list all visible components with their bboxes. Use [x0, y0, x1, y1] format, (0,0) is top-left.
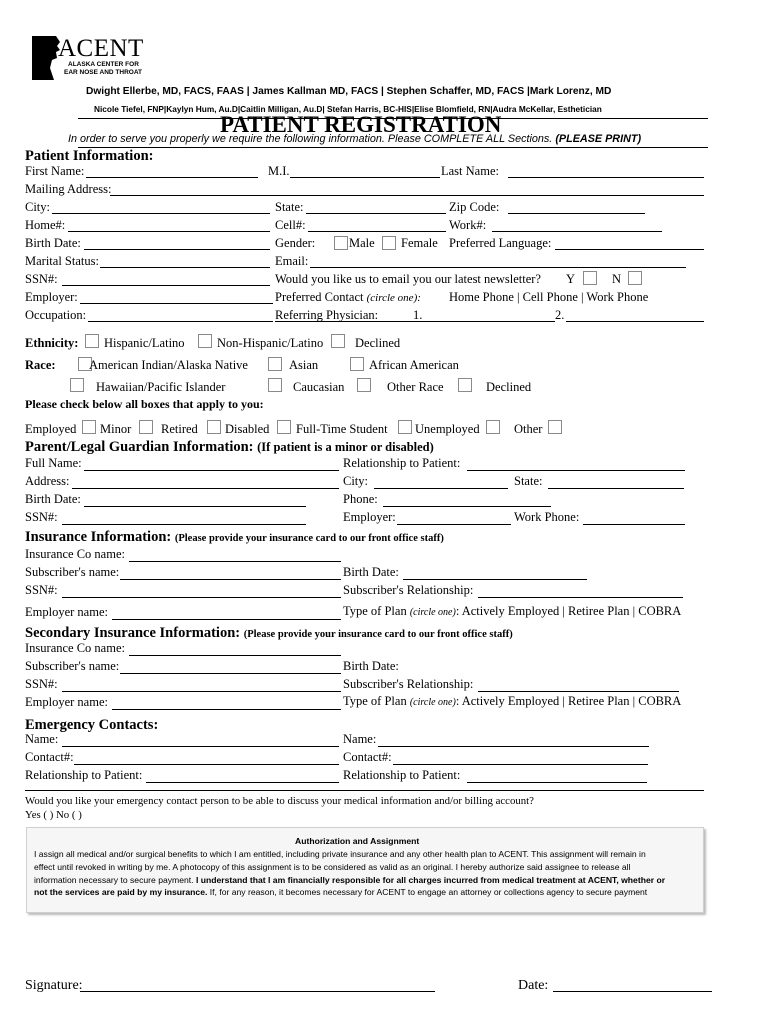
retired-checkbox[interactable] — [207, 420, 221, 434]
acent-logo — [30, 34, 155, 82]
insurance-birth-label: Birth Date: — [343, 565, 399, 579]
insurance-heading-note: (Please provide your insurance card to our front office staff) — [174, 533, 444, 544]
signature-field[interactable] — [80, 991, 435, 992]
authorization-line3-bold: I understand that I am financially responsible for all charges incurred from medical treatment at ACENT, whether or — [195, 875, 666, 885]
other-checkbox[interactable] — [548, 420, 562, 434]
preferred-contact-text: Preferred Contact — [275, 290, 364, 304]
preferred-contact-label — [275, 290, 421, 306]
emergency-contact1-label: Contact#: — [25, 750, 74, 764]
marital-status-label: Marital Status: — [25, 254, 99, 268]
work-phone-field[interactable] — [492, 231, 662, 232]
secondary-plan-options[interactable]: : Actively Employed | Retiree Plan | COBRA — [455, 694, 682, 708]
date-field[interactable] — [553, 991, 712, 992]
logo-name: ACENT — [58, 35, 144, 62]
instruction-divider — [78, 147, 708, 148]
asian-checkbox[interactable] — [268, 357, 282, 371]
doctors-line: Dwight Ellerbe, MD, FACS, FAAS | James Kallman MD, FACS | Stephen Schaffer, MD, FACS |Mark Lorenz, MD — [86, 86, 612, 97]
newsletter-question: Would you like us to email you our latest newsletter? — [275, 272, 541, 286]
insurance-subscriber-name-field[interactable] — [120, 579, 341, 580]
state-label: State: — [275, 200, 304, 214]
secondary-heading-text: Secondary Insurance Information: — [25, 625, 241, 641]
instruction-text — [68, 133, 641, 145]
other-race-checkbox[interactable] — [357, 378, 371, 392]
secondary-heading-note: (Please provide your insurance card to our front office staff) — [243, 629, 513, 640]
occupation-row-rule — [275, 321, 421, 322]
caucasian-label: Caucasian — [293, 380, 345, 394]
secondary-sub-rel-label: Subscriber's Relationship: — [343, 677, 474, 691]
secondary-birth-label: Birth Date: — [343, 659, 399, 673]
date-label: Date: — [518, 978, 549, 993]
mailing-label: Mailing Address: — [25, 182, 112, 196]
guardian-work-phone-label: Work Phone: — [514, 510, 580, 524]
occupation-label: Occupation: — [25, 308, 87, 322]
preferred-language-label: Preferred Language: — [449, 236, 552, 250]
emergency-contact1-field[interactable] — [74, 764, 339, 765]
occupation-field[interactable] — [88, 321, 273, 322]
hispanic-checkbox[interactable] — [85, 334, 99, 348]
guardian-relationship-label: Relationship to Patient: — [343, 456, 461, 470]
emergency-rel1-label: Relationship to Patient: — [25, 768, 143, 782]
unemployed-label: Unemployed — [415, 422, 480, 436]
disabled-label: Disabled — [225, 422, 270, 436]
emergency-name1-field[interactable] — [62, 746, 339, 747]
emergency-contact2-field[interactable] — [393, 764, 648, 765]
cell-phone-field[interactable] — [308, 231, 446, 232]
african-american-label: African American — [369, 358, 459, 372]
first-name-field[interactable] — [86, 177, 258, 178]
ethnicity-declined-checkbox[interactable] — [331, 334, 345, 348]
insurance-co-field[interactable] — [129, 561, 341, 562]
guardian-employer-field[interactable] — [397, 524, 511, 525]
mi-field[interactable] — [290, 177, 440, 178]
minor-checkbox[interactable] — [139, 420, 153, 434]
preferred-language-field[interactable] — [555, 249, 704, 250]
state-field[interactable] — [306, 213, 446, 214]
female-checkbox[interactable] — [382, 236, 396, 250]
insurance-subscriber-name-label: Subscriber's name: — [25, 565, 120, 579]
disabled-checkbox[interactable] — [277, 420, 291, 434]
secondary-co-label: Insurance Co name: — [25, 641, 125, 655]
hispanic-label: Hispanic/Latino — [104, 336, 185, 350]
referring-1-label: 1. — [413, 308, 423, 322]
emergency-name2-field[interactable] — [378, 746, 649, 747]
mailing-field[interactable] — [110, 195, 704, 196]
emergency-heading: Emergency Contacts: — [25, 717, 159, 733]
guardian-state-field[interactable] — [548, 488, 684, 489]
email-label: Email: — [275, 254, 309, 268]
insurance-employer-field[interactable] — [112, 619, 341, 620]
employed-checkbox[interactable] — [82, 420, 96, 434]
insurance-birth-field[interactable] — [403, 579, 587, 580]
guardian-phone-field[interactable] — [383, 506, 551, 507]
employed-label: Employed — [25, 422, 77, 436]
guardian-address-label: Address: — [25, 474, 70, 488]
secondary-plan-label — [343, 694, 681, 710]
birth-date-field[interactable] — [84, 249, 270, 250]
race-declined-label: Declined — [486, 380, 532, 394]
guardian-relationship-field[interactable] — [467, 470, 685, 471]
guardian-heading-note: (If patient is a minor or disabled) — [257, 440, 434, 454]
guardian-city-field[interactable] — [374, 488, 508, 489]
secondary-co-field[interactable] — [129, 655, 341, 656]
marital-status-field[interactable] — [100, 267, 270, 268]
guardian-full-name-field[interactable] — [84, 470, 339, 471]
referring-1-field[interactable] — [421, 321, 555, 322]
ssn-field[interactable] — [62, 285, 270, 286]
city-label: City: — [25, 200, 51, 214]
guardian-ssn-label: SSN#: — [25, 510, 58, 524]
preferred-contact-circle: (circle one): — [366, 292, 421, 304]
secondary-sub-rel-field[interactable] — [478, 691, 679, 692]
african-american-checkbox[interactable] — [350, 357, 364, 371]
insurance-ssn-label: SSN#: — [25, 583, 58, 597]
retired-label: Retired — [161, 422, 198, 436]
employer-field[interactable] — [80, 303, 273, 304]
cell-phone-label: Cell#: — [275, 218, 306, 232]
insurance-plan-options[interactable]: : Actively Employed | Retiree Plan | COBRA — [455, 604, 682, 618]
insurance-employer-label: Employer name: — [25, 605, 108, 619]
guardian-address-field[interactable] — [72, 488, 339, 489]
authorization-box — [26, 827, 704, 913]
authorization-line3 — [34, 875, 665, 885]
email-field[interactable] — [310, 267, 686, 268]
signature-label: Signature: — [25, 978, 83, 993]
check-all-instruction: Please check below all boxes that apply to you: — [25, 397, 264, 411]
guardian-state-label: State: — [514, 474, 543, 488]
instruction-bold: (PLEASE PRINT) — [555, 133, 642, 145]
city-field[interactable] — [52, 213, 270, 214]
female-label: Female — [401, 236, 438, 250]
home-phone-label: Home#: — [25, 218, 66, 232]
emergency-name1-label: Name: — [25, 732, 59, 746]
unemployed-checkbox[interactable] — [486, 420, 500, 434]
gender-label: Gender: — [275, 236, 316, 250]
page-title: PATIENT REGISTRATION — [220, 112, 502, 137]
ethnicity-label: Ethnicity: — [25, 336, 79, 350]
authorization-title: Authorization and Assignment — [295, 836, 420, 846]
insurance-ssn-field[interactable] — [62, 597, 341, 598]
first-name-label: First Name: — [25, 164, 85, 178]
insurance-co-label: Insurance Co name: — [25, 547, 125, 561]
zip-field[interactable] — [508, 213, 645, 214]
insurance-sub-rel-field[interactable] — [478, 597, 683, 598]
ethnicity-declined-label: Declined — [355, 336, 401, 350]
staff-line: Nicole Tiefel, FNP|Kaylyn Hum, Au.D|Caitlin Milligan, Au.D| Stefan Harris, BC-HIS|Elise Blomfield, RN|Audra McKellar, Esthetician — [94, 104, 602, 114]
other-race-label: Other Race — [387, 380, 444, 394]
non-hispanic-checkbox[interactable] — [198, 334, 212, 348]
guardian-city-label: City: — [343, 474, 369, 488]
caucasian-checkbox[interactable] — [268, 378, 282, 392]
employer-label: Employer: — [25, 290, 78, 304]
other-label: Other — [514, 422, 543, 436]
authorization-line1: I assign all medical and/or surgical benefits to which I am entitled, including private insurance and any other health plan to ACENT. This assignment will remain in — [34, 849, 646, 859]
male-checkbox[interactable] — [334, 236, 348, 250]
emergency-rel2-field[interactable] — [467, 782, 647, 783]
asian-label: Asian — [289, 358, 319, 372]
secondary-ssn-field[interactable] — [62, 691, 341, 692]
secondary-employer-label: Employer name: — [25, 695, 108, 709]
guardian-heading-text: Parent/Legal Guardian Information: — [25, 439, 254, 455]
secondary-plan-circle: (circle one) — [409, 697, 456, 708]
male-label: Male — [349, 236, 375, 250]
emergency-name2-label: Name: — [343, 732, 377, 746]
guardian-phone-label: Phone: — [343, 492, 378, 506]
newsletter-yes-checkbox[interactable] — [583, 271, 597, 285]
logo-sub1: ALASKA CENTER FOR — [68, 61, 139, 68]
emergency-rel2-label: Relationship to Patient: — [343, 768, 461, 782]
guardian-heading — [25, 438, 434, 456]
emergency-contact2-label: Contact#: — [343, 750, 392, 764]
secondary-plan-text: Type of Plan — [343, 694, 407, 708]
insurance-plan-circle: (circle one) — [409, 607, 456, 618]
instruction-main: In order to serve you properly we require the following information. Please COMPLETE ALL Sections. — [68, 133, 553, 145]
emergency-discuss-question: Would you like your emergency contact person to be able to discuss your medical information and/or billing account? — [25, 795, 534, 807]
logo-sub2: EAR NOSE AND THROAT — [64, 69, 142, 76]
insurance-plan-text: Type of Plan — [343, 604, 407, 618]
insurance-sub-rel-label: Subscriber's Relationship: — [343, 583, 474, 597]
authorization-line4 — [34, 887, 647, 897]
emergency-rel1-field[interactable] — [146, 782, 339, 783]
guardian-birth-field[interactable] — [84, 506, 306, 507]
last-name-label: Last Name: — [441, 164, 499, 178]
newsletter-yes-label: Y — [566, 272, 576, 286]
race-declined-checkbox[interactable] — [458, 378, 472, 392]
insurance-heading — [25, 528, 444, 548]
authorization-line4-normal: If, for any reason, it becomes necessary for ACENT to engage an attorney or collections agency to secure payment — [207, 887, 648, 897]
insurance-plan-label — [343, 604, 681, 620]
newsletter-no-checkbox[interactable] — [628, 271, 642, 285]
secondary-employer-field[interactable] — [112, 709, 341, 710]
fulltime-student-checkbox[interactable] — [398, 420, 412, 434]
last-name-field[interactable] — [508, 177, 704, 178]
hawaiian-checkbox[interactable] — [70, 378, 84, 392]
home-phone-field[interactable] — [68, 231, 270, 232]
birth-date-label: Birth Date: — [25, 236, 81, 250]
guardian-full-name-label: Full Name: — [25, 456, 82, 470]
secondary-subscriber-name-field[interactable] — [120, 673, 341, 674]
guardian-ssn-field[interactable] — [62, 524, 306, 525]
referring-2-label: 2. — [555, 308, 565, 322]
zip-label: Zip Code: — [449, 200, 500, 214]
newsletter-no-label: N — [612, 272, 622, 286]
non-hispanic-label: Non-Hispanic/Latino — [217, 336, 324, 350]
ssn-label: SSN#: — [25, 272, 58, 286]
emergency-divider — [25, 790, 704, 791]
secondary-ssn-label: SSN#: — [25, 677, 58, 691]
guardian-work-phone-field[interactable] — [583, 524, 685, 525]
hawaiian-label: Hawaiian/Pacific Islander — [96, 380, 226, 394]
secondary-subscriber-name-label: Subscriber's name: — [25, 659, 120, 673]
referring-2-field[interactable] — [566, 321, 704, 322]
mi-label: M.I. — [268, 164, 290, 178]
authorization-line2: effect until revoked in writing by me. A photocopy of this assignment is to be considered as valid as an original. I hereby authorize said assignee to release all — [34, 862, 631, 872]
guardian-birth-label: Birth Date: — [25, 492, 81, 506]
emergency-discuss-yes-no[interactable]: Yes ( ) No ( ) — [25, 809, 82, 821]
guardian-employer-label: Employer: — [343, 510, 396, 524]
work-phone-label: Work#: — [449, 218, 487, 232]
patient-heading: Patient Information: — [25, 148, 154, 164]
american-indian-label: American Indian/Alaska Native — [89, 358, 248, 372]
race-label: Race: — [25, 358, 56, 372]
minor-label: Minor — [100, 422, 132, 436]
referring-physician-label: Referring Physician: — [275, 308, 379, 322]
preferred-contact-options[interactable]: Home Phone | Cell Phone | Work Phone — [449, 290, 649, 304]
authorization-line3-normal: information necessary to secure payment. — [34, 875, 196, 885]
insurance-heading-text: Insurance Information: — [25, 529, 172, 545]
fulltime-student-label: Full-Time Student — [296, 422, 388, 436]
authorization-line4-bold: not the services are paid by my insurance. — [34, 887, 208, 897]
